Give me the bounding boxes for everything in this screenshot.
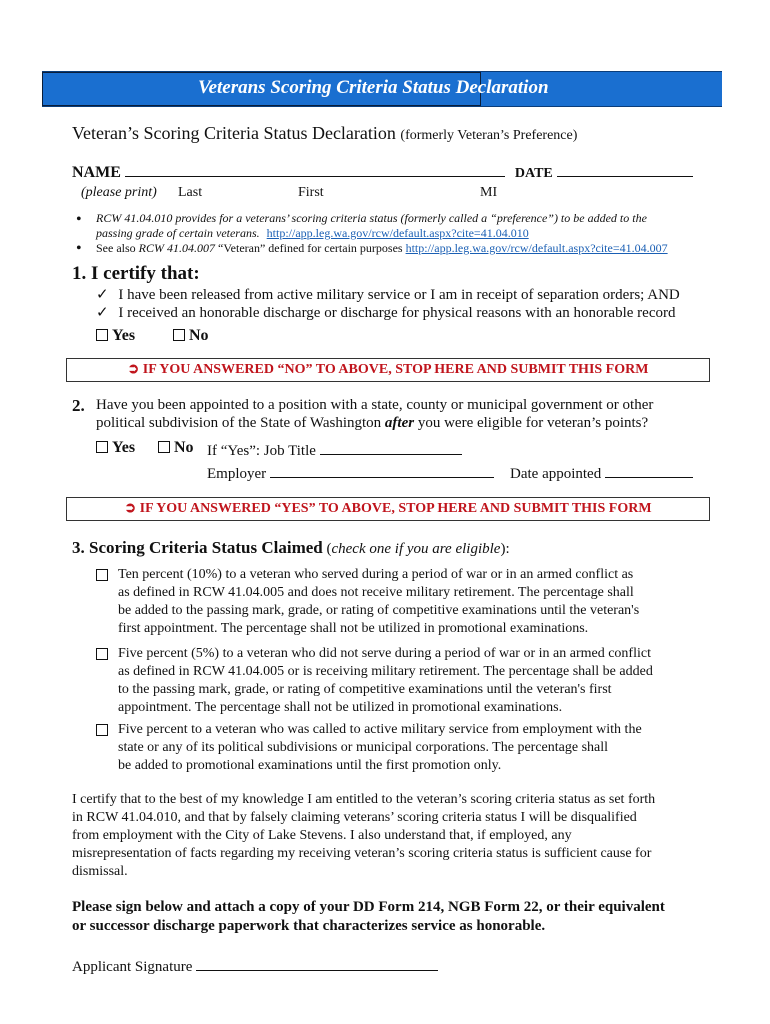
- signature-label: Applicant Signature: [72, 959, 193, 975]
- warning-arrow-icon: ➲: [124, 501, 137, 516]
- checkmark-icon: ✓: [96, 287, 109, 303]
- rcw-bullet-text: passing grade of certain veterans.: [96, 226, 260, 240]
- q2-line-2-pre: political subdivision of the State of Washington: [96, 415, 385, 431]
- q2-no-option[interactable]: [158, 439, 194, 457]
- date-field[interactable]: [557, 163, 693, 177]
- q2-no-checkbox[interactable]: [158, 441, 170, 453]
- q3-option-1-text: [118, 566, 639, 638]
- please-print-hint: [81, 185, 157, 201]
- signature-row: [72, 957, 438, 976]
- q1-item-1: I have been released from active military service or I am in receipt of separation orders; AND: [118, 287, 680, 303]
- name-row: [72, 163, 693, 182]
- q1-no-label: No: [189, 327, 209, 344]
- name-label: NAME: [72, 164, 121, 181]
- q3-option-2-line: to the passing mark, grade, or rating of competitive examinations until the veteran's first: [118, 682, 612, 697]
- q3-option-3-line: state or any of its political subdivisions or municipal corporations. The percentage shall: [118, 740, 609, 755]
- q1-no-checkbox[interactable]: [173, 329, 185, 341]
- q2-line-2-post: you were eligible for veteran’s points?: [414, 415, 649, 431]
- q3-hint: check one if you are eligible: [331, 541, 501, 557]
- q2-yes-option[interactable]: [96, 439, 135, 457]
- q2-warning-text: IF YOU ANSWERED “YES” TO ABOVE, STOP HERE AND SUBMIT THIS FORM: [139, 501, 652, 516]
- q2-no-label: No: [174, 439, 194, 456]
- q2-yes-checkbox[interactable]: [96, 441, 108, 453]
- form-heading: [72, 123, 577, 144]
- q3-option-3-text: [118, 721, 642, 775]
- bullet-dot: •: [76, 240, 82, 257]
- q1-yes-option[interactable]: [96, 327, 135, 345]
- first-label: First: [298, 185, 324, 200]
- rcw-41-04-010-link[interactable]: http://app.leg.wa.gov/rcw/default.aspx?cite=41.04.010: [266, 226, 529, 240]
- banner-title: Veterans Scoring Criteria Status Declaration: [198, 77, 549, 98]
- bullet-dot: •: [76, 211, 82, 228]
- signature-field[interactable]: [196, 957, 438, 971]
- checkmark-icon: ✓: [96, 305, 109, 321]
- date-appointed-field[interactable]: [605, 464, 693, 478]
- please-print-label: (please print): [81, 185, 157, 200]
- q1-no-option[interactable]: [173, 327, 209, 345]
- certification-line: from employment with the City of Lake Stevens. I also understand that, if employed, any: [72, 828, 572, 843]
- q3-option-1-line: as defined in RCW 41.04.005 and does not receive military retirement. The percentage shall: [118, 585, 634, 600]
- form-heading-title: Veteran’s Scoring Criteria Status Declaration: [72, 123, 396, 143]
- rcw-41-04-007-ref: RCW 41.04.007: [138, 241, 215, 255]
- q3-option-1-line: be added to the passing mark, grade, or rating of competitive examinations until the veteran's: [118, 603, 640, 618]
- q1-yes-label: Yes: [112, 327, 136, 344]
- q2-after-emphasis: after: [384, 415, 415, 431]
- job-title-label: If “Yes”: Job Title: [207, 443, 316, 459]
- certification-line: I certify that to the best of my knowledge I am entitled to the veteran’s scoring criteria status as set forth: [72, 792, 656, 807]
- q3-hint-open: (: [322, 541, 332, 557]
- rcw-bullet-line2: [96, 226, 529, 241]
- q3-option-2-text: [118, 645, 653, 717]
- q3-hint-close: ):: [500, 541, 510, 557]
- q2-employer-row: [207, 464, 494, 483]
- attach-line: Please sign below and attach a copy of your DD Form 214, NGB Form 22, or their equivalent: [72, 899, 665, 915]
- q2-number: 2.: [72, 396, 85, 415]
- q3-option-2-line: as defined in RCW 41.04.005 or is receiving military retirement. The percentage shall be added: [118, 664, 653, 679]
- q1-title: 1. I certify that:: [72, 263, 200, 284]
- q3-option-1-checkbox[interactable]: [96, 569, 108, 581]
- q3-option-2-checkbox[interactable]: [96, 648, 108, 660]
- q3-option-3-line: Five percent to a veteran who was called to active military service from employment with the: [118, 722, 642, 737]
- q1-check-1: [96, 285, 680, 304]
- q2-stop-warning: [66, 497, 710, 521]
- q3-option-1-line: Ten percent (10%) to a veteran who served during a period of war or in an armed conflict as: [118, 567, 634, 582]
- title-banner: [42, 71, 722, 107]
- q3-title: 3. Scoring Criteria Status Claimed: [72, 538, 323, 557]
- q3-option-2-line: appointment. The percentage shall not be utilized in promotional examinations.: [118, 700, 563, 715]
- date-appointed-label: Date appointed: [510, 466, 602, 482]
- date-label: DATE: [514, 166, 553, 181]
- name-field[interactable]: [125, 163, 505, 177]
- employer-field[interactable]: [270, 464, 494, 478]
- certification-line: dismissal.: [72, 864, 128, 879]
- q1-stop-warning: [66, 358, 710, 382]
- attach-instructions: [72, 898, 665, 936]
- q2-job-title-row: [207, 441, 462, 460]
- rcw-bullet-line1: RCW 41.04.010 provides for a veterans’ scoring criteria status (formerly called a “preference”) to be added to the: [96, 211, 647, 225]
- q1-item-2: I received an honorable discharge or discharge for physical reasons with an honorable record: [118, 305, 676, 321]
- certification-paragraph: [72, 791, 655, 881]
- form-heading-subtitle: (formerly Veteran’s Preference): [400, 128, 578, 143]
- q2-line-1: Have you been appointed to a position with a state, county or municipal government or other: [96, 397, 654, 413]
- attach-line: or successor discharge paperwork that characterizes service as honorable.: [72, 918, 546, 934]
- warning-arrow-icon: ➲: [127, 362, 140, 377]
- mi-label: MI: [480, 185, 498, 200]
- rcw-41-04-007-link[interactable]: http://app.leg.wa.gov/rcw/default.aspx?cite=41.04.007: [405, 241, 668, 255]
- q2-yes-label: Yes: [112, 439, 136, 456]
- employer-label: Employer: [207, 466, 267, 482]
- q1-check-2: [96, 303, 675, 322]
- last-label: Last: [178, 185, 203, 200]
- q1-yes-checkbox[interactable]: [96, 329, 108, 341]
- q3-option-2-line: Five percent (5%) to a veteran who did not serve during a period of war or in an armed conflict: [118, 646, 651, 661]
- q3-option-1-line: first appointment. The percentage shall not be utilized in promotional examinations.: [118, 621, 589, 636]
- q2-date-appointed-row: [510, 464, 693, 483]
- see-also-bullet: [96, 241, 668, 256]
- see-also-prefix: See also: [96, 241, 139, 255]
- see-also-mid: “Veteran” defined for certain purposes: [215, 241, 406, 255]
- q3-option-3-line: be added to promotional examinations until the first promotion only.: [118, 758, 502, 773]
- q3-heading: [72, 538, 510, 558]
- q2-line-2: [96, 415, 648, 432]
- certification-line: in RCW 41.04.010, and that by falsely claiming veterans’ scoring criteria status I will be disqualified: [72, 810, 637, 825]
- q3-option-3-checkbox[interactable]: [96, 724, 108, 736]
- certification-line: misrepresentation of facts regarding my receiving veteran’s scoring criteria status is sufficient cause for: [72, 846, 652, 861]
- q1-warning-text: IF YOU ANSWERED “NO” TO ABOVE, STOP HERE AND SUBMIT THIS FORM: [142, 362, 649, 377]
- job-title-field[interactable]: [320, 441, 462, 455]
